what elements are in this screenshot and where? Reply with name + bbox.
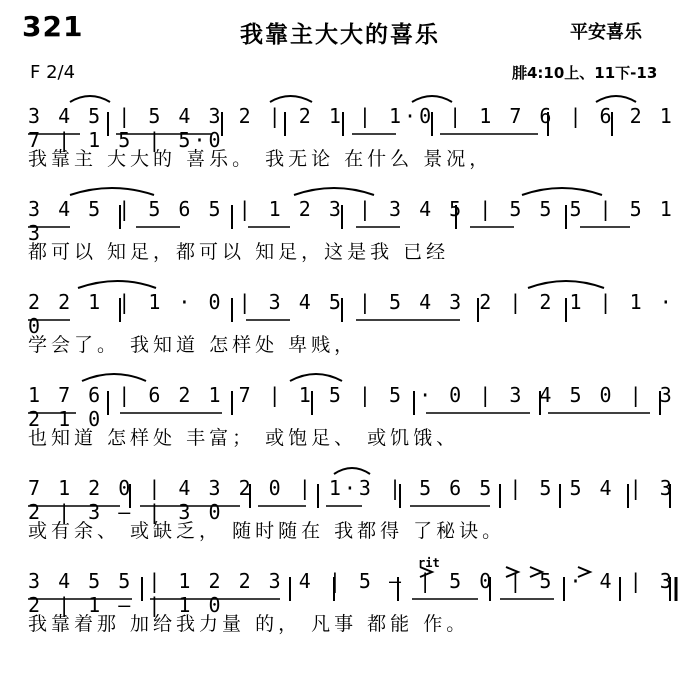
- music-system-3: [0, 276, 700, 366]
- music-system-4: [0, 369, 700, 459]
- notation-line-3: 2 2 1 | 1 · 0 | 3 4 5 | 5 4 3 2 | 2 1 | 1 · 0: [28, 290, 675, 338]
- hymn-number: 321: [22, 10, 84, 43]
- music-system-2: [0, 183, 700, 273]
- lyrics-line-5: 或有余、 或缺乏， 随时随在 我都得 了秘诀。: [28, 520, 506, 542]
- lyrics-line-4: 也知道 怎样处 丰富； 或饱足、 或饥饿、: [28, 427, 460, 449]
- notation-line-5: 7 1 2 0 | 4 3 2 0 | 1·3 | 5 6 5 | 5 5 4 | 3 2 | 3 — | 3 0: [28, 476, 675, 524]
- lyrics-line-6: 我靠着那 加给我力量 的， 凡事 都能 作。: [28, 613, 470, 635]
- lyrics-line-1: 我靠主 大大的 喜乐。 我无论 在什么 景况，: [28, 148, 493, 170]
- lyrics-line-3: 学会了。 我知道 怎样处 卑贱，: [28, 334, 358, 356]
- music-system-6: [0, 555, 700, 645]
- music-system-5: [0, 462, 700, 552]
- key-time-signature: F 2/4: [30, 62, 76, 83]
- hymn-title: 我靠主大大的喜乐: [240, 22, 440, 48]
- lyrics-line-2: 都可以 知足，都可以 知足，这是我 已经: [28, 241, 450, 263]
- notation-line-1: 3 4 5 | 5 4 3 2 | 2 1 | 1·0 | 1 7 6 | 6 2 1 7 | 1 5 | 5·0: [28, 104, 675, 152]
- hymn-category: 平安喜乐: [570, 22, 642, 43]
- notation-line-6: 3 4 5 5 | 1 2 2 3 4 | 5 — | 5 0 | 5 · 4 | 3 2 | 1 — | 1 0: [28, 569, 675, 617]
- notation-line-4: 1 7 6 | 6 2 1 7 | 1 5 | 5 · 0 | 3 4 5 0 | 3 2 1 0: [28, 383, 675, 431]
- music-system-1: [0, 90, 700, 180]
- notation-line-2: 3 4 5 | 5 6 5 | 1 2 3 | 3 4 5 | 5 5 5 | 5 1 3: [28, 197, 675, 245]
- ritardando-marking: rit: [418, 556, 440, 570]
- scripture-reference: 腓4:10上、11下-13: [512, 64, 658, 82]
